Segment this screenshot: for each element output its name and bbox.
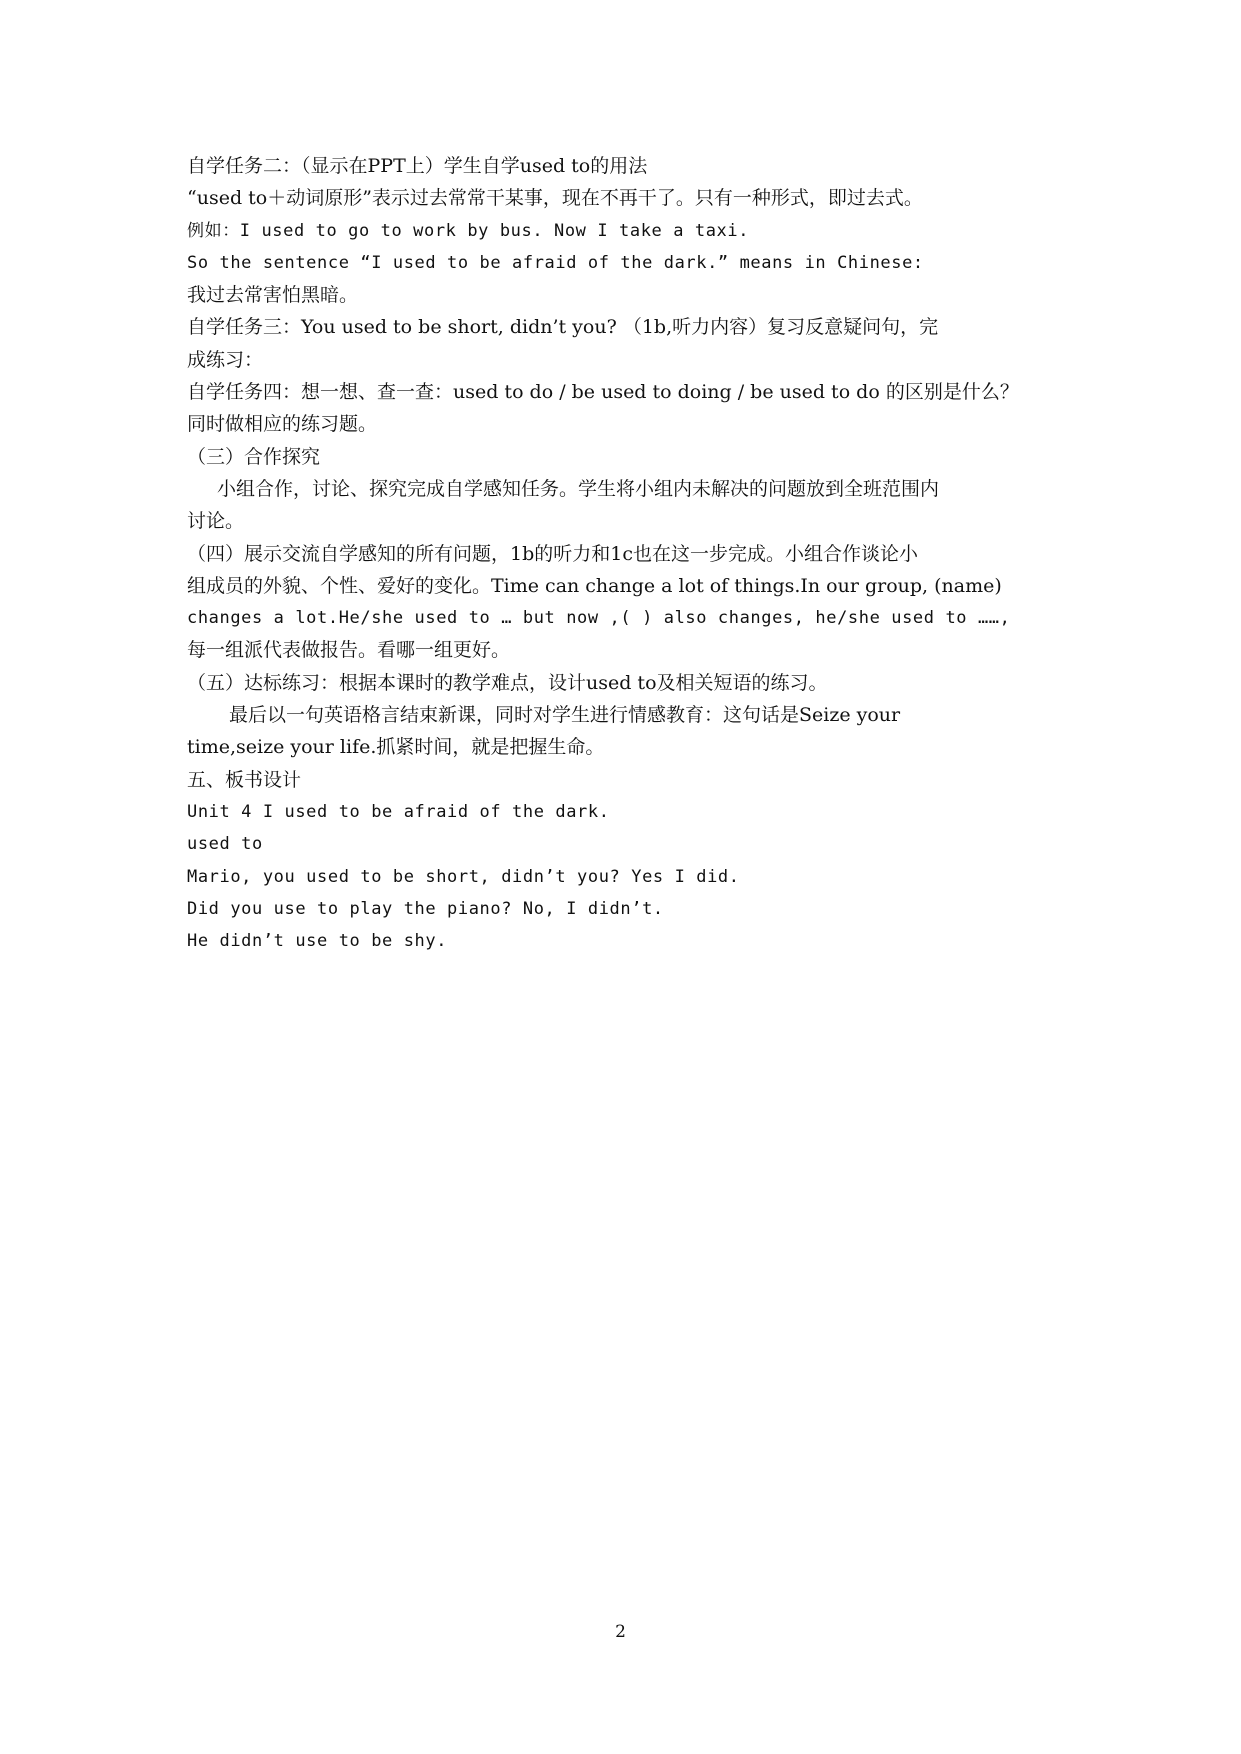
task-three-continuation: 成练习： xyxy=(187,348,264,371)
section-four-line-3: changes a lot.He/she used to … but now ,( ) also changes, he/she used to ……, xyxy=(187,608,1011,629)
board-example-2: Did you use to play the piano? No, I didn’t. xyxy=(187,898,664,919)
cooperation-paragraph: 小组合作，讨论、探究完成自学感知任务。学生将小组内未解决的问题放到全班范围内 xyxy=(217,477,940,500)
board-example-3: He didn’t use to be shy. xyxy=(187,931,448,952)
translation-prompt: So the sentence “I used to be afraid of the dark.” means in Chinese: xyxy=(187,252,924,273)
page-number: 2 xyxy=(615,1622,626,1642)
task-four-continuation: 同时做相应的练习题。 xyxy=(187,413,378,436)
task-two-heading: 自学任务二：（显示在PPT上）学生自学used to的用法 xyxy=(187,155,648,177)
document-body xyxy=(187,150,1117,957)
closing-motto-continuation: time,seize your life.抓紧时间，就是把握生命。 xyxy=(187,736,605,759)
cooperation-continuation: 讨论。 xyxy=(187,510,245,533)
board-used-to: used to xyxy=(187,834,263,855)
section-three-heading: （三）合作探究 xyxy=(187,445,321,468)
section-four-line-2: 组成员的外貌、个性、爱好的变化。Time can change a lot of things.In our group, (name) xyxy=(187,574,1002,597)
closing-motto-line: 最后以一句英语格言结束新课，同时对学生进行情感教育：这句话是Seize your xyxy=(229,704,901,727)
section-four-line-4: 每一组派代表做报告。看哪一组更好。 xyxy=(187,639,511,662)
task-four-heading: 自学任务四：想一想、查一查：used to do / be used to doing / be used to do 的区别是什么？ xyxy=(187,381,1019,404)
section-four-heading: （四）展示交流自学感知的所有问题，1b的听力和1c也在这一步完成。小组合作谈论小 xyxy=(187,542,918,565)
board-unit-title: Unit 4 I used to be afraid of the dark. xyxy=(187,801,610,822)
board-example-1: Mario, you used to be short, didn’t you? Yes I did. xyxy=(187,866,740,887)
board-design-heading: 五、板书设计 xyxy=(187,768,302,791)
section-five-heading: （五）达标练习：根据本课时的教学难点，设计used to及相关短语的练习。 xyxy=(187,671,828,694)
example-sentence: 例如：I used to go to work by bus. Now I take a taxi. xyxy=(187,220,750,241)
translation-answer: 我过去常害怕黑暗。 xyxy=(187,284,359,307)
task-three-heading: 自学任务三：You used to be short, didn’t you? （1b,听力内容）复习反意疑问句，完 xyxy=(187,316,939,339)
used-to-definition: “used to＋动词原形”表示过去常常干某事，现在不再干了。只有一种形式，即过去式。 xyxy=(187,187,923,210)
